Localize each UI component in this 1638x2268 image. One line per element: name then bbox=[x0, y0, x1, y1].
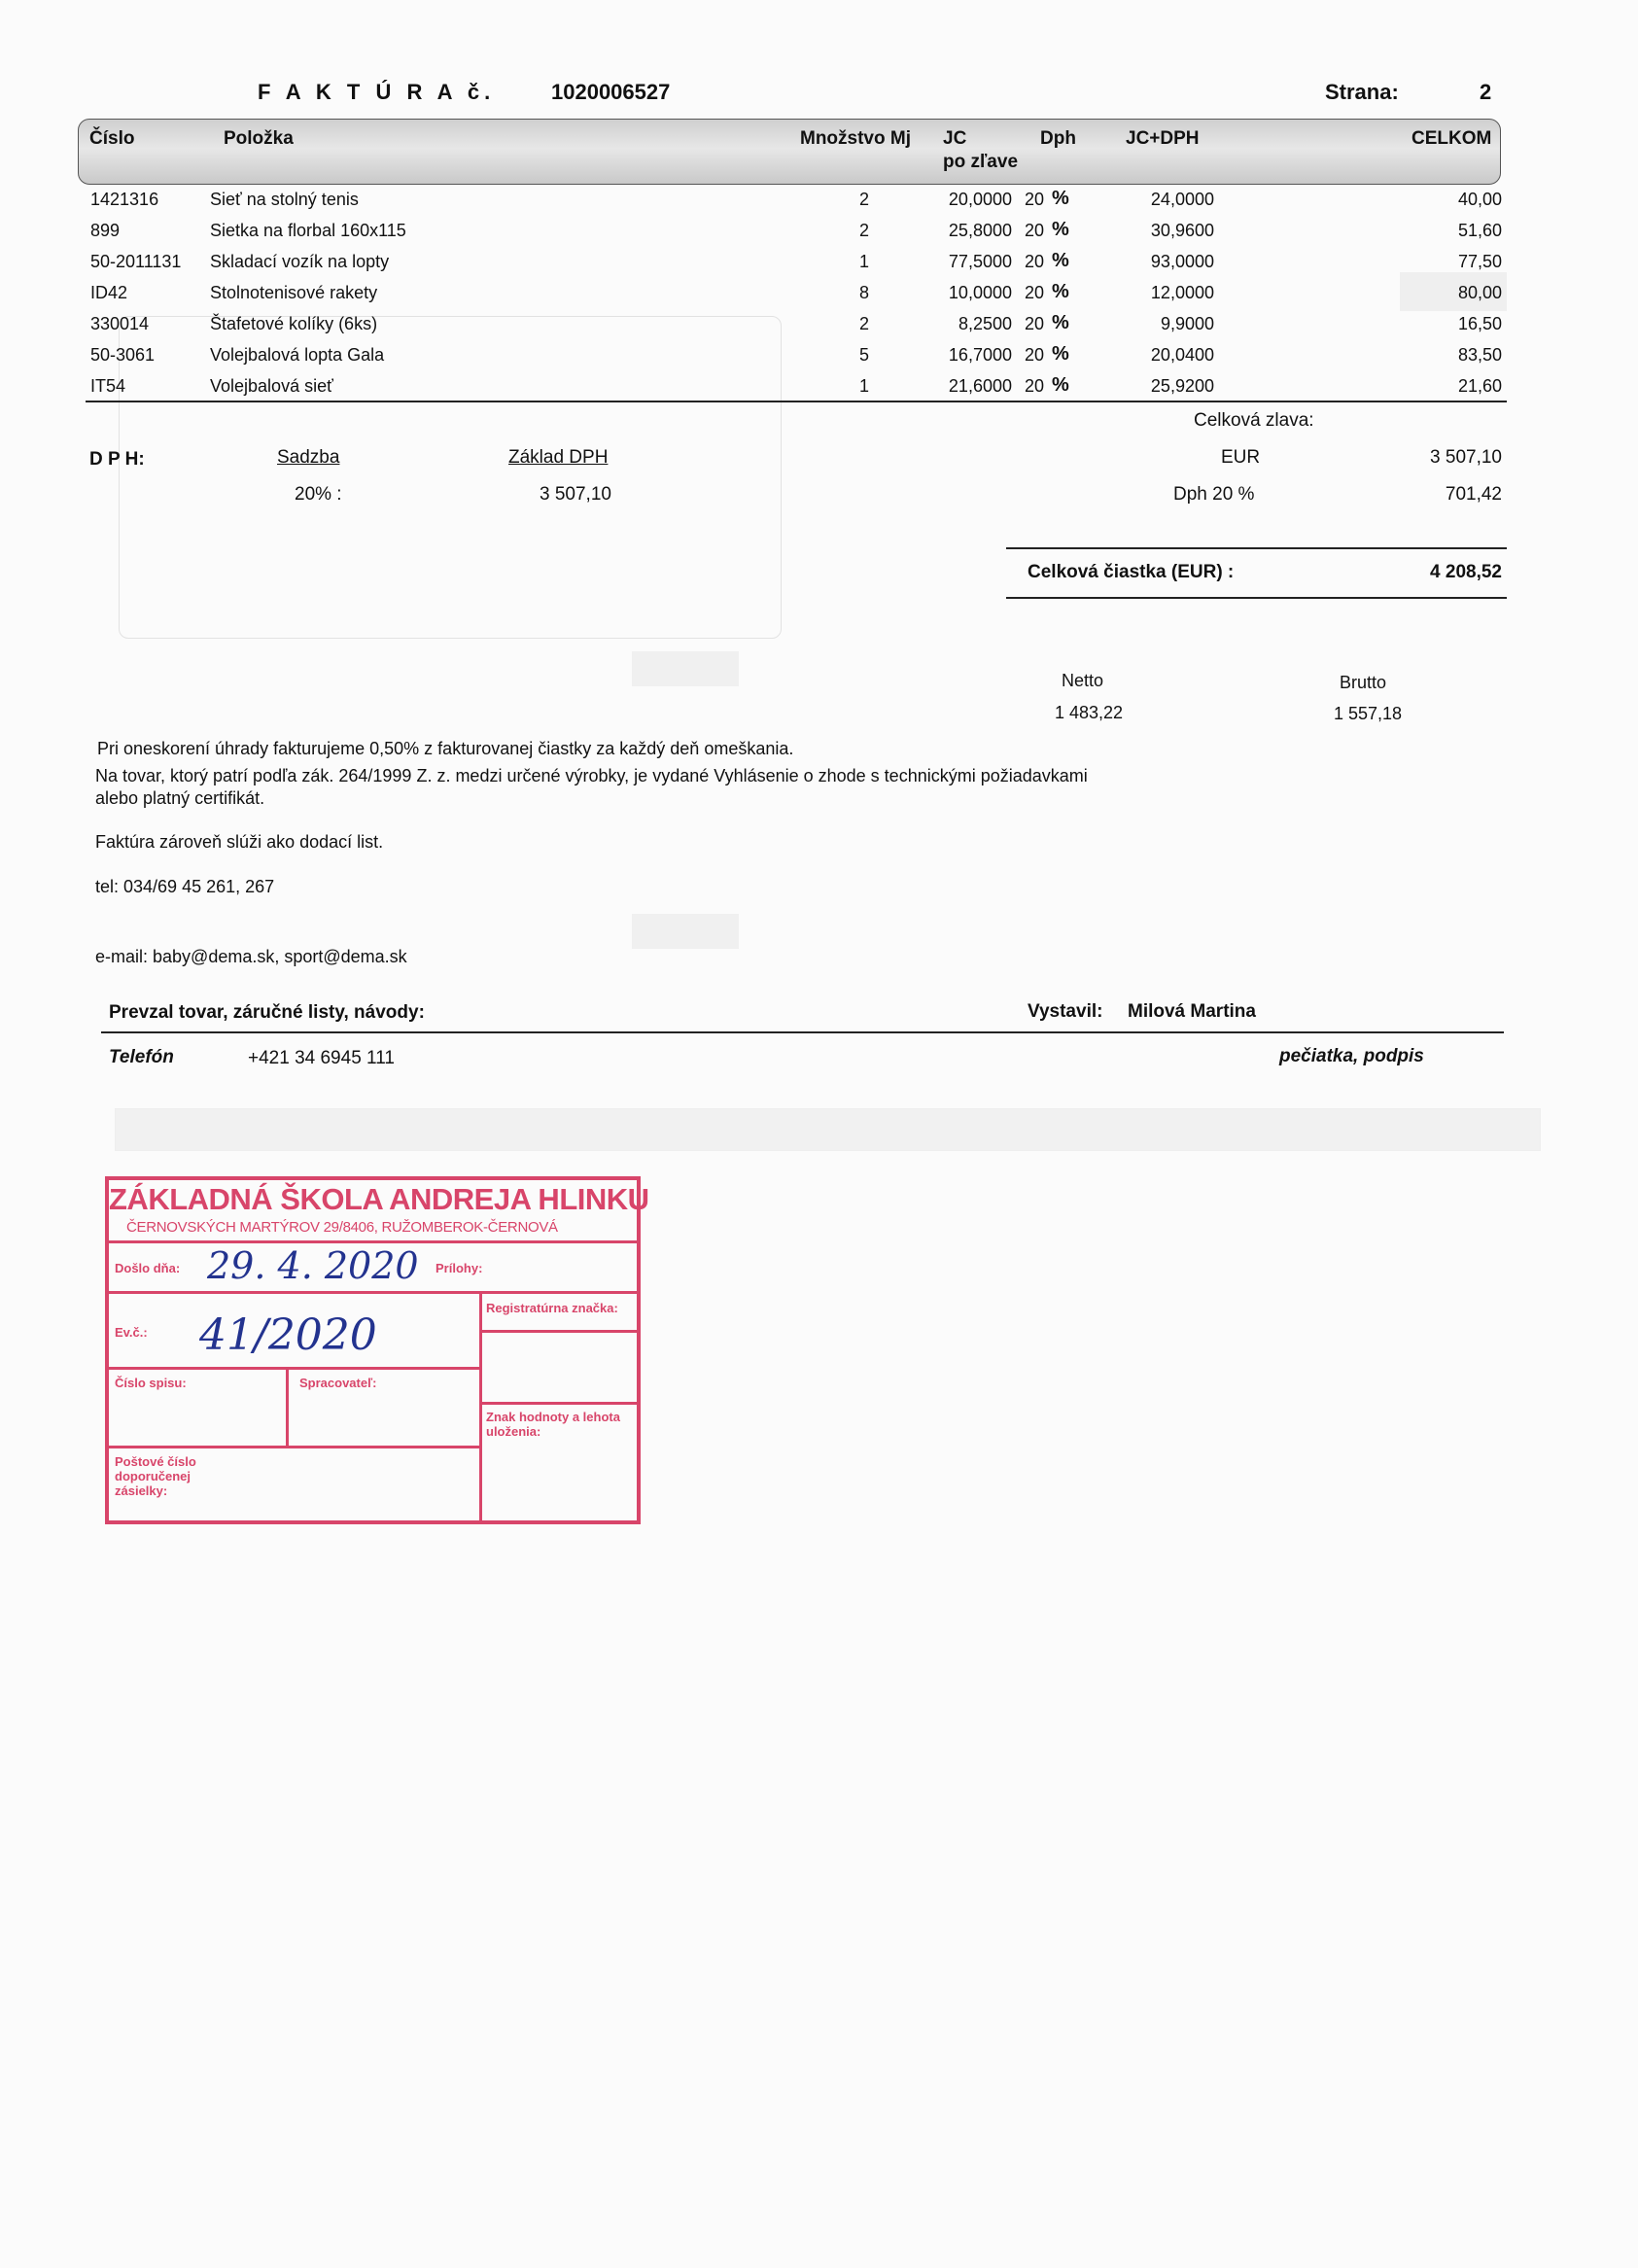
prevzal-label: Prevzal tovar, záručné listy, návody: bbox=[109, 1002, 425, 1023]
footer-rule bbox=[101, 1031, 1504, 1033]
col-jc: JC bbox=[943, 128, 967, 149]
stamp-registratura-label: Registratúrna značka: bbox=[486, 1301, 618, 1315]
note-tel: tel: 034/69 45 261, 267 bbox=[95, 877, 275, 896]
item-jc-dph: 93,0000 bbox=[1150, 252, 1214, 271]
item-dph: 20 bbox=[1025, 221, 1045, 240]
col-polozka: Položka bbox=[224, 128, 294, 149]
item-cislo: IT54 bbox=[90, 376, 126, 396]
total-top-rule bbox=[1006, 547, 1507, 549]
dph20-value: 701,42 bbox=[1445, 484, 1502, 505]
note-conformity-1: Na tovar, ktorý patrí podľa zák. 264/1999 Z. z. medzi určené výrobky, je vydané Vyhlásenie o zhode s technickými požiadavkami bbox=[95, 766, 1088, 785]
col-po-zlave: po zľave bbox=[943, 152, 1019, 172]
item-celkom: 16,50 bbox=[1457, 314, 1502, 333]
item-mnozstvo: 2 bbox=[859, 190, 870, 209]
stamp-evc-label: Ev.č.: bbox=[115, 1325, 148, 1340]
ghost-block-mid bbox=[632, 651, 739, 686]
item-jc: 8,2500 bbox=[958, 314, 1012, 333]
item-polozka: Sietka na florbal 160x115 bbox=[210, 221, 406, 240]
stamp-doslo-label: Došlo dňa: bbox=[115, 1261, 181, 1275]
item-jc: 20,0000 bbox=[948, 190, 1012, 209]
item-dph: 20 bbox=[1025, 252, 1045, 271]
telefon-value: +421 34 6945 111 bbox=[248, 1048, 395, 1068]
col-mnozstvo-mj: Množstvo Mj bbox=[800, 128, 911, 149]
invoice-number: 1020006527 bbox=[551, 80, 671, 104]
item-jc-dph: 30,9600 bbox=[1150, 221, 1214, 240]
item-jc: 21,6000 bbox=[948, 376, 1012, 396]
table-row bbox=[0, 247, 1638, 278]
item-dph-pct: % bbox=[1052, 343, 1069, 365]
item-dph-pct: % bbox=[1052, 250, 1069, 271]
item-celkom: 77,50 bbox=[1457, 252, 1502, 271]
eur-label: EUR bbox=[1221, 447, 1261, 468]
stamp-address: ČERNOVSKÝCH MARTÝROV 29/8406, RUŽOMBEROK-ČERNOVÁ bbox=[126, 1219, 558, 1236]
note-delivery: Faktúra zároveň slúži ako dodací list. bbox=[95, 832, 384, 852]
item-cislo: ID42 bbox=[90, 283, 128, 302]
page-number: 2 bbox=[1480, 80, 1492, 104]
item-cislo: 50-2011131 bbox=[90, 252, 182, 271]
item-dph: 20 bbox=[1025, 190, 1045, 209]
item-cislo: 50-3061 bbox=[90, 345, 156, 365]
item-jc-dph: 12,0000 bbox=[1150, 283, 1214, 302]
total-bottom-rule bbox=[1006, 597, 1507, 599]
sadzba-label: Sadzba bbox=[277, 447, 340, 468]
stamp-znak-label: Znak hodnoty a lehota uloženia: bbox=[486, 1410, 620, 1439]
celkova-value: 4 208,52 bbox=[1430, 562, 1502, 582]
item-celkom: 80,00 bbox=[1457, 283, 1502, 302]
netto-value: 1 483,22 bbox=[1055, 703, 1124, 722]
item-polozka: Štafetové kolíky (6ks) bbox=[210, 314, 378, 333]
sadzba-value: 20% : bbox=[295, 484, 342, 505]
note-conformity-2: alebo platný certifikát. bbox=[95, 788, 265, 808]
item-mnozstvo: 5 bbox=[859, 345, 870, 365]
item-jc: 25,8000 bbox=[948, 221, 1012, 240]
item-polozka: Stolnotenisové rakety bbox=[210, 283, 378, 302]
item-mnozstvo: 1 bbox=[859, 252, 870, 271]
item-polozka: Volejbalová sieť bbox=[210, 376, 333, 396]
items-bottom-rule bbox=[86, 401, 1507, 402]
item-jc-dph: 20,0400 bbox=[1150, 345, 1214, 365]
item-jc-dph: 24,0000 bbox=[1150, 190, 1214, 209]
item-dph-pct: % bbox=[1052, 312, 1069, 333]
item-dph: 20 bbox=[1025, 345, 1045, 365]
item-dph: 20 bbox=[1025, 314, 1045, 333]
item-dph-pct: % bbox=[1052, 188, 1069, 209]
stamp-spracovatel-label: Spracovateľ: bbox=[299, 1376, 377, 1390]
item-dph-pct: % bbox=[1052, 219, 1069, 240]
zlava-label: Celková zlava: bbox=[1194, 410, 1314, 431]
item-cislo: 1421316 bbox=[90, 190, 159, 209]
vystavil-name: Milová Martina bbox=[1128, 1001, 1256, 1022]
table-row bbox=[0, 309, 1638, 340]
netto-label: Netto bbox=[1062, 671, 1104, 690]
telefon-label: Telefón bbox=[109, 1047, 174, 1067]
zaklad-label: Základ DPH bbox=[508, 447, 609, 468]
col-jc-dph: JC+DPH bbox=[1126, 128, 1200, 149]
item-mnozstvo: 2 bbox=[859, 221, 870, 240]
stamp-doslo-handwritten: 29. 4. 2020 bbox=[207, 1244, 419, 1287]
item-dph: 20 bbox=[1025, 283, 1045, 302]
item-jc: 10,0000 bbox=[948, 283, 1012, 302]
brutto-value: 1 557,18 bbox=[1334, 704, 1403, 723]
brutto-label: Brutto bbox=[1340, 673, 1387, 692]
item-polozka: Volejbalová lopta Gala bbox=[210, 345, 385, 365]
item-dph-pct: % bbox=[1052, 281, 1069, 302]
dph-label: D P H: bbox=[89, 449, 145, 470]
item-jc-dph: 9,9000 bbox=[1160, 314, 1214, 333]
vystavil-label: Vystavil: bbox=[1028, 1001, 1103, 1022]
stamp-prilohy-label: Prílohy: bbox=[436, 1261, 483, 1275]
item-celkom: 21,60 bbox=[1457, 376, 1502, 396]
table-row bbox=[0, 216, 1638, 247]
table-row bbox=[0, 371, 1638, 402]
dph20-label: Dph 20 % bbox=[1173, 484, 1255, 505]
item-dph: 20 bbox=[1025, 376, 1045, 396]
item-mnozstvo: 8 bbox=[859, 283, 870, 302]
item-celkom: 51,60 bbox=[1457, 221, 1502, 240]
zaklad-value: 3 507,10 bbox=[540, 484, 611, 505]
item-cislo: 899 bbox=[90, 221, 121, 240]
item-cislo: 330014 bbox=[90, 314, 150, 333]
item-polozka: Skladací vozík na lopty bbox=[210, 252, 390, 271]
item-mnozstvo: 2 bbox=[859, 314, 870, 333]
table-row bbox=[0, 185, 1638, 216]
note-email: e-mail: baby@dema.sk, sport@dema.sk bbox=[95, 947, 407, 966]
stamp-school-name: ZÁKLADNÁ ŠKOLA ANDREJA HLINKU bbox=[109, 1182, 649, 1216]
stamp-postove-label: Poštové číslo doporučenej zásielky: bbox=[115, 1454, 196, 1498]
item-dph-pct: % bbox=[1052, 374, 1069, 396]
table-row bbox=[0, 278, 1638, 309]
peciatka-label: pečiatka, podpis bbox=[1279, 1046, 1424, 1066]
col-dph: Dph bbox=[1040, 128, 1076, 149]
item-celkom: 83,50 bbox=[1457, 345, 1502, 365]
ghost-band-lower bbox=[115, 1108, 1541, 1151]
table-row bbox=[0, 340, 1638, 371]
celkova-label: Celková čiastka (EUR) : bbox=[1028, 562, 1235, 582]
item-celkom: 40,00 bbox=[1457, 190, 1502, 209]
item-mnozstvo: 1 bbox=[859, 376, 870, 396]
invoice-title: F A K T Ú R A č. bbox=[258, 80, 496, 104]
item-jc: 16,7000 bbox=[948, 345, 1012, 365]
item-jc-dph: 25,9200 bbox=[1150, 376, 1214, 396]
item-polozka: Sieť na stolný tenis bbox=[210, 190, 359, 209]
stamp-cislo-spisu-label: Číslo spisu: bbox=[115, 1376, 187, 1390]
note-late-payment: Pri oneskorení úhrady fakturujeme 0,50% z fakturovanej čiastky za každý deň omeškania. bbox=[97, 739, 794, 758]
stamp-evc-handwritten: 41/2020 bbox=[199, 1310, 377, 1360]
ghost-block-mid2 bbox=[632, 914, 739, 949]
col-celkom: CELKOM bbox=[1411, 128, 1492, 149]
item-jc: 77,5000 bbox=[948, 252, 1012, 271]
eur-value: 3 507,10 bbox=[1430, 447, 1502, 468]
page-label: Strana: bbox=[1325, 80, 1399, 104]
col-cislo: Číslo bbox=[89, 128, 135, 149]
